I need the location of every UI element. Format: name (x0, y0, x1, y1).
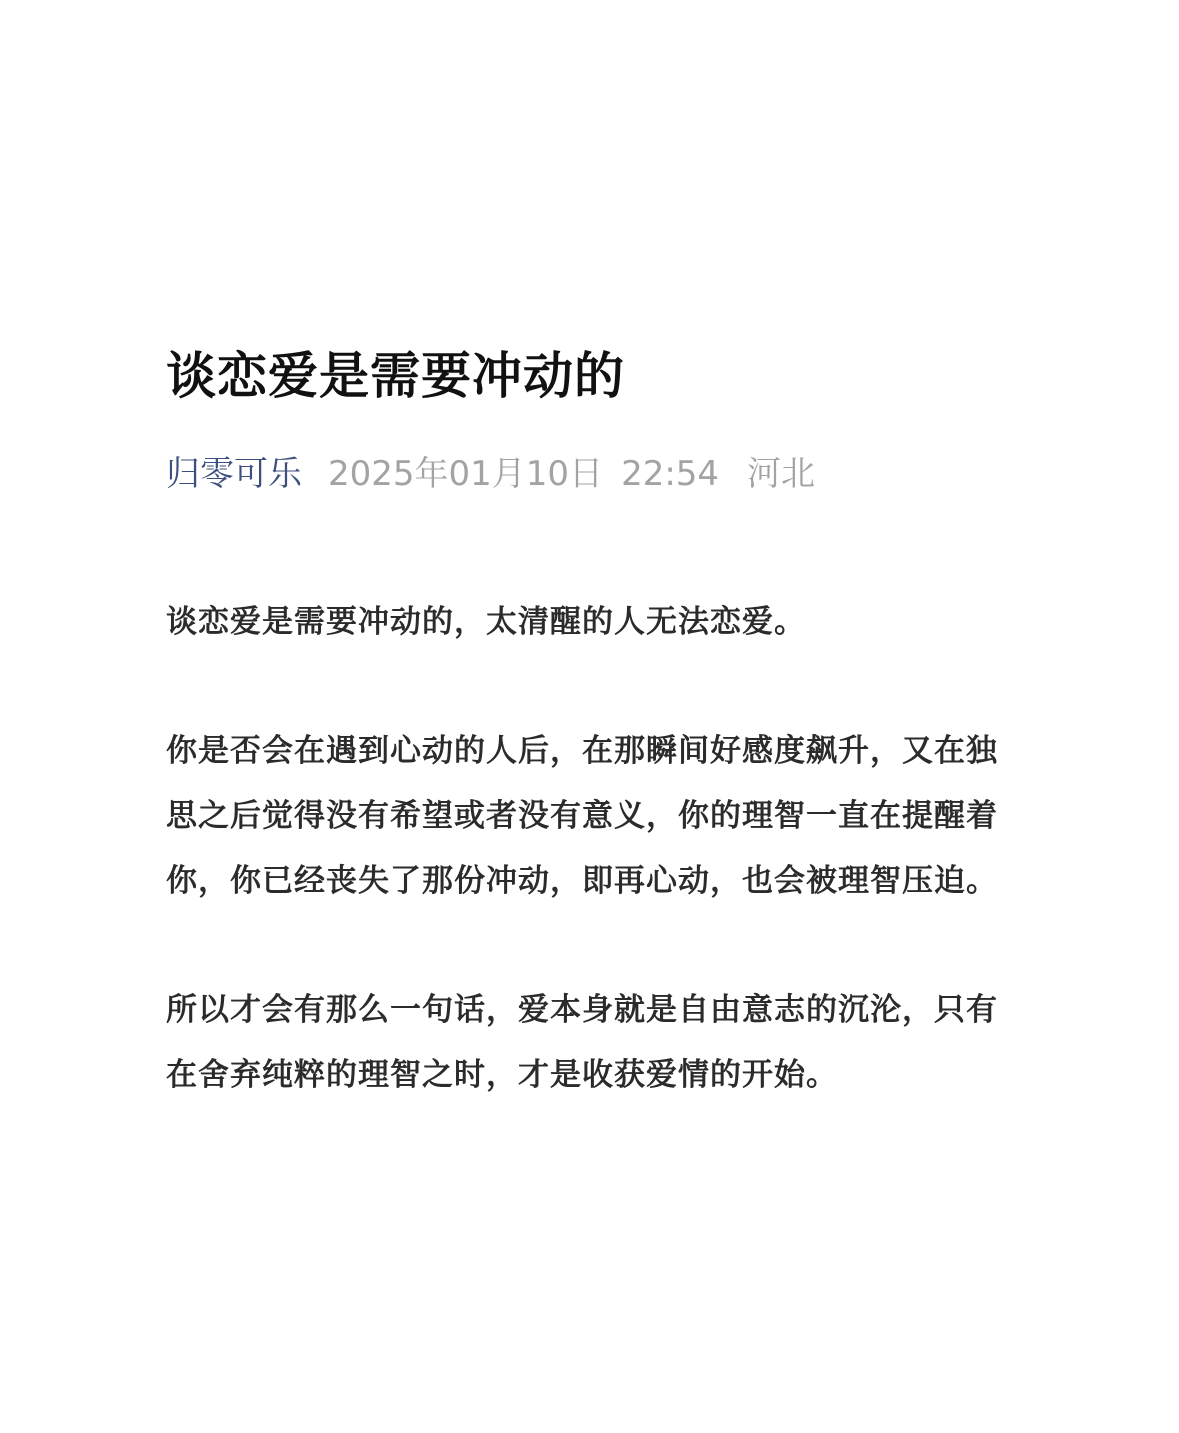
article (166, 340, 1026, 1172)
paragraph: 你是否会在遇到心动的人后，在那瞬间好感度飙升，又在独思之后觉得没有希望或者没有意义，你的理智一直在提醒着你，你已经丧失了那份冲动，即再心动，也会被理智压迫。 (166, 733, 998, 899)
article-body (166, 590, 1026, 1108)
publish-time: 22:54 (621, 454, 720, 494)
publish-date: 2025年01月10日 (328, 454, 604, 494)
paragraph: 谈恋爱是需要冲动的，太清醒的人无法恋爱。 (166, 604, 806, 640)
article-meta (166, 450, 1026, 498)
author-name[interactable]: 归零可乐 (166, 454, 302, 494)
paragraph: 所以才会有那么一句话，爱本身就是自由意志的沉沦，只有在舍弃纯粹的理智之时，才是收获爱情的开始。 (166, 992, 998, 1093)
article-title: 谈恋爱是需要冲动的 (166, 347, 625, 405)
ip-location: 河北 (747, 454, 816, 494)
